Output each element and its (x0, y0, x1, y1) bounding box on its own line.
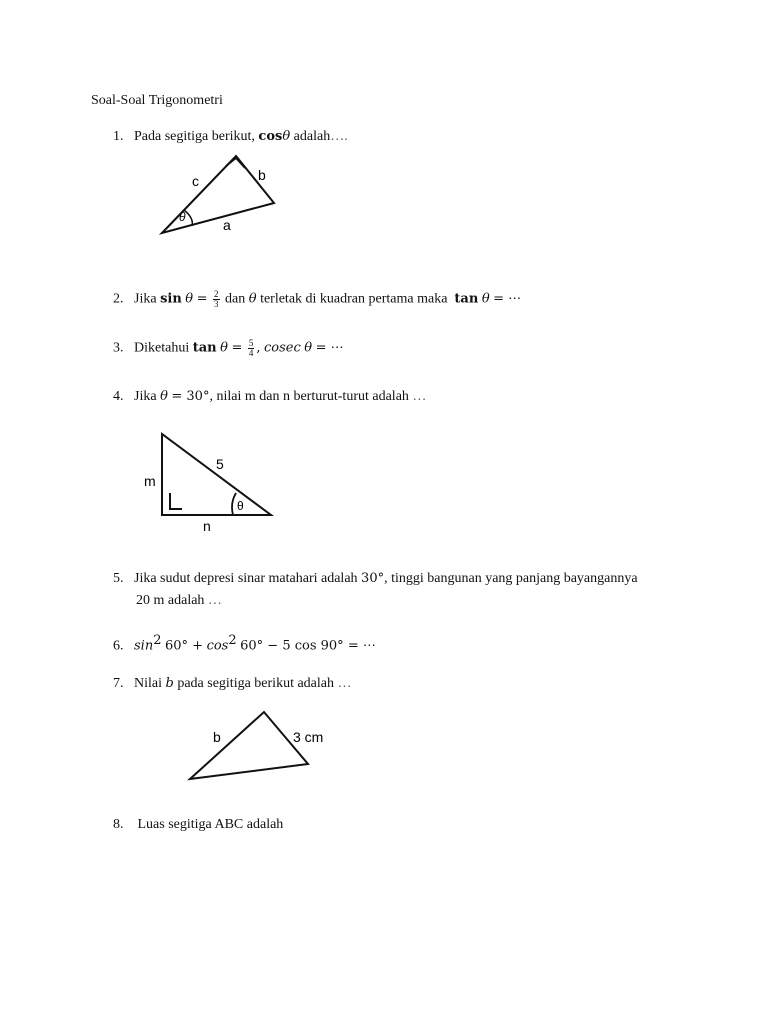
math-equals: = (196, 291, 208, 307)
question-text: pada segitiga berikut adalah (177, 676, 334, 691)
question-6 (113, 633, 376, 655)
label-b: b (213, 729, 221, 745)
label-side: 3 cm (293, 729, 324, 745)
fraction-numerator: 5 (248, 338, 254, 348)
math-func: cos (206, 638, 229, 654)
math-theta: θ (220, 340, 228, 356)
question-text: , nilai m dan n berturut-turut adalah (209, 389, 409, 404)
question-7 (113, 676, 352, 692)
label-theta: θ (179, 210, 186, 224)
math-expression: 60° − 5 cos 90° = ⋯ (240, 638, 376, 654)
math-equals: = (231, 340, 243, 356)
fraction (248, 339, 255, 358)
math-exponent: 2 (228, 633, 237, 648)
triangle-figure-1 (150, 148, 290, 248)
math-func: sin (160, 291, 182, 307)
question-number: 1. (113, 129, 124, 144)
label-b: b (258, 167, 266, 183)
question-number: 8. (113, 817, 124, 832)
triangle-figure-7 (180, 705, 340, 790)
label-a: a (223, 217, 231, 233)
question-number: 7. (113, 676, 124, 691)
math-func: tan (192, 340, 217, 356)
angle-arc (232, 493, 236, 515)
question-text: Diketahui (134, 340, 190, 356)
math-exponent: 2 (153, 633, 162, 648)
question-text: 20 m adalah (136, 593, 205, 608)
ellipsis: …. (330, 129, 348, 144)
question-number: 4. (113, 389, 124, 404)
triangle-shape (162, 434, 271, 515)
fraction-denominator: 3 (214, 299, 219, 309)
triangle-figure-4 (140, 425, 290, 540)
question-text: terletak di kuadran pertama maka (260, 291, 448, 307)
math-theta: θ (248, 291, 257, 307)
math-theta: θ (185, 291, 194, 307)
math-expression: = ⋯ (493, 291, 522, 307)
math-comma: , (256, 340, 261, 356)
question-text: , tinggi bangunan yang panjang bayangannya (384, 571, 638, 586)
math-expression: 60° + (164, 638, 204, 654)
label-m: m (144, 473, 156, 489)
question-2 (113, 290, 521, 309)
math-func: cosec (263, 340, 301, 356)
triangle-shape (190, 712, 308, 779)
fraction (213, 290, 220, 309)
math-func: cos (258, 129, 283, 144)
page-title: Soal-Soal Trigonometri (91, 93, 223, 108)
question-text: Jika sudut depresi sinar matahari adalah (134, 571, 358, 586)
question-text: Jika (134, 389, 157, 404)
fraction-numerator: 2 (214, 289, 219, 299)
ellipsis: … (412, 389, 427, 404)
question-number: 3. (113, 340, 124, 356)
label-n: n (203, 518, 211, 534)
math-variable: b (165, 676, 174, 691)
question-number: 2. (113, 291, 124, 307)
question-8 (113, 817, 283, 833)
math-func: tan (454, 291, 479, 307)
question-number: 5. (113, 571, 124, 586)
question-text: Jika (134, 291, 157, 307)
math-theta: θ (282, 129, 291, 144)
math-value: = 30° (171, 389, 210, 404)
question-number: 6. (113, 638, 124, 654)
ellipsis: … (207, 593, 222, 608)
question-text: Luas segitiga ABC adalah (137, 817, 284, 832)
label-c: c (192, 173, 199, 189)
question-text: dan (225, 291, 246, 307)
math-expression: = ⋯ (315, 340, 344, 356)
question-text: Nilai (134, 676, 162, 691)
label-5: 5 (216, 456, 224, 472)
math-angle: 30° (361, 571, 385, 586)
math-func: sin (134, 638, 154, 654)
question-4 (113, 389, 426, 405)
question-text: adalah (293, 129, 331, 144)
label-theta: θ (237, 499, 244, 513)
fraction-denominator: 4 (248, 348, 254, 358)
math-theta: θ (160, 389, 168, 404)
right-angle-mark (170, 493, 182, 509)
math-theta: θ (481, 291, 490, 307)
question-3 (113, 339, 344, 358)
math-theta: θ (304, 340, 313, 356)
question-5-line-2 (136, 593, 222, 609)
question-5 (113, 571, 638, 587)
question-1 (113, 129, 348, 145)
question-text: Pada segitiga berikut, (134, 129, 255, 144)
ellipsis: … (337, 676, 352, 691)
